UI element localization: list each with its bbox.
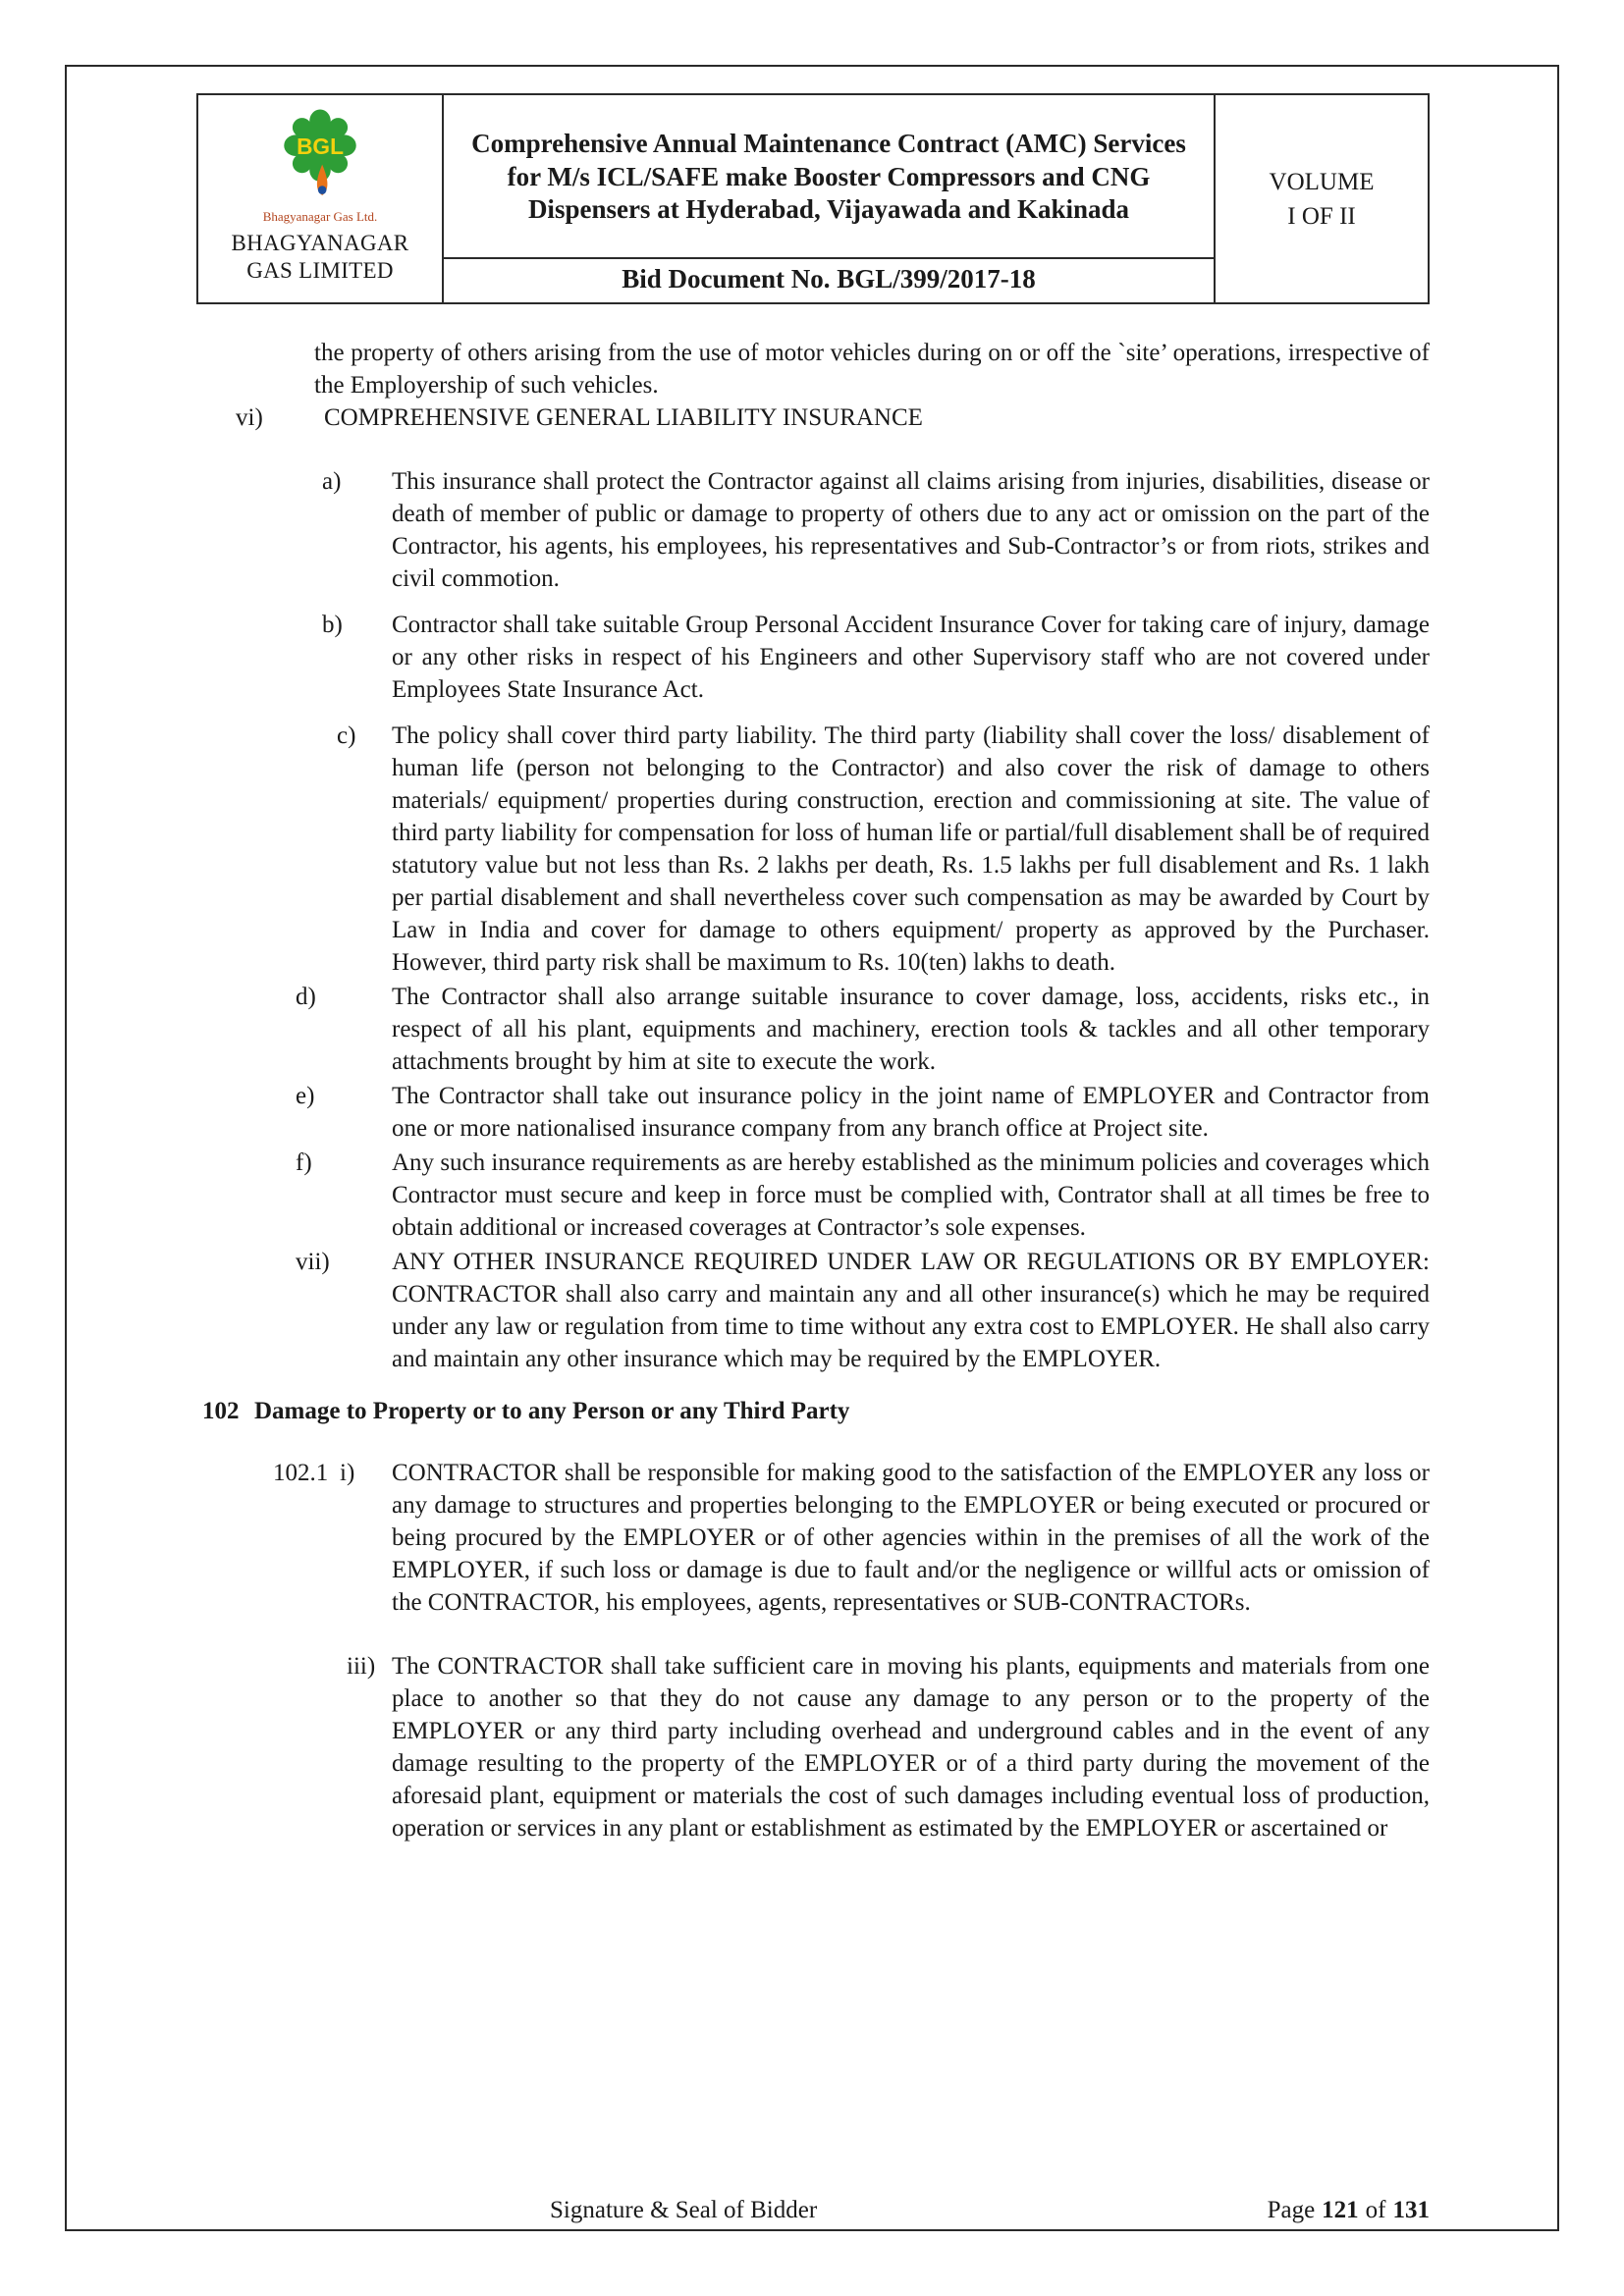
signature-label: Signature & Seal of Bidder bbox=[550, 2197, 818, 2223]
clause-c-text: The policy shall cover third party liability. The third party (liability shall cover the loss/ disablement of human life (person not belonging to the Contractor) and also cover the risk of damage to others materials/ equipment/ properties during construction, erection and commissioning at site. The value of third party liability for compensation for loss of human life or partial/full disablement shall be of required statutory value but not less than Rs. 2 lakhs per death, Rs. 1.5 lakhs per full disablement and Rs. 1 lakh per partial disablement and shall nevertheless cover such compensation as may be awarded by Court by Law in India and cover for damage to others equipment/ property as approved by the Purchaser. However, third party risk shall be maximum to Rs. 10(ten) lakhs to death. bbox=[392, 722, 1430, 976]
continuation-paragraph: the property of others arising from the use of motor vehicles during on or off the `site’ operations, irrespective of the Employership of such vehicles. bbox=[314, 340, 1430, 399]
page-of: of bbox=[1365, 2197, 1386, 2223]
clause-d-text: The Contractor shall also arrange suitable insurance to cover damage, loss, accidents, risks etc., in respect of all his plant, equipments and machinery, erection tools & tackles and all other temporary attachments brought by him at site to execute the work. bbox=[392, 984, 1430, 1075]
clause-vi-marker: vi) bbox=[236, 404, 263, 431]
title-cell bbox=[444, 95, 1214, 302]
clause-102-1-i bbox=[196, 1457, 1430, 1619]
clause-a bbox=[196, 465, 1430, 595]
volume-cell bbox=[1214, 95, 1428, 302]
clause-e bbox=[196, 1080, 1430, 1145]
clause-d-marker: d) bbox=[296, 984, 316, 1010]
bid-document-number: Bid Document No. BGL/399/2017-18 bbox=[444, 257, 1214, 302]
clause-iii bbox=[196, 1650, 1430, 1844]
section-number: 102 bbox=[202, 1398, 240, 1424]
org-name-line1: BHAGYANAGAR bbox=[231, 231, 409, 256]
logo-cell bbox=[198, 95, 444, 302]
clause-a-text: This insurance shall protect the Contractor against all claims arising from injuries, disabilities, disease or death of member of public or damage to property of others due to any act or omission on the part of the Contractor, his agents, his employees, his representatives and Sub-Contractor’s or from riots, strikes and civil commotion. bbox=[392, 468, 1430, 592]
clause-f-marker: f) bbox=[296, 1149, 312, 1176]
clause-vi-text: COMPREHENSIVE GENERAL LIABILITY INSURANCE bbox=[324, 404, 923, 431]
clause-b-marker: b) bbox=[322, 612, 343, 638]
clause-vii-marker: vii) bbox=[296, 1249, 330, 1275]
section-heading-text: Damage to Property or to any Person or any Third Party bbox=[254, 1398, 850, 1424]
clause-iii-marker: iii) bbox=[347, 1653, 376, 1680]
page-total: 131 bbox=[1392, 2197, 1430, 2223]
clause-vii-text: ANY OTHER INSURANCE REQUIRED UNDER LAW OR REGULATIONS OR BY EMPLOYER: CONTRACTOR shall also carry and maintain any and all other insurance(s) which he may be required under any law or regulation from time to time without any extra cost to EMPLOYER. He shall also carry and maintain any other insurance which may be required by the EMPLOYER. bbox=[392, 1249, 1430, 1372]
section-heading-102 bbox=[196, 1395, 1430, 1427]
document-title: Comprehensive Annual Maintenance Contract (AMC) Services for M/s ICL/SAFE make Booster Compressors and CNG Dispensers at Hyderabad, Vijayawada and Kakinada bbox=[471, 128, 1186, 225]
clause-e-text: The Contractor shall take out insurance policy in the joint name of EMPLOYER and Contractor from one or more nationalised insurance company from any branch office at Project site. bbox=[392, 1083, 1430, 1142]
page-current: 121 bbox=[1322, 2197, 1359, 2223]
document-header bbox=[196, 93, 1430, 304]
clause-vii bbox=[196, 1246, 1430, 1375]
volume-line2: I OF II bbox=[1287, 202, 1356, 230]
clause-102-1-number: 102.1 bbox=[273, 1460, 329, 1486]
clause-102-1-text: CONTRACTOR shall be responsible for making good to the satisfaction of the EMPLOYER any loss or any damage to structures and properties belonging to the EMPLOYER or being executed or procured or being procured by the EMPLOYER or of other agencies within in the premises of all the work of the EMPLOYER, if such loss or damage is due to fault and/or the negligence or willful acts or omission of the CONTRACTOR, his employees, agents, representatives or SUB-CONTRACTORs. bbox=[392, 1460, 1430, 1616]
logo-caption: Bhagyanagar Gas Ltd. bbox=[262, 209, 378, 224]
clause-a-marker: a) bbox=[322, 468, 342, 495]
clause-b bbox=[196, 609, 1430, 706]
clause-c-marker: c) bbox=[337, 722, 356, 749]
page-footer bbox=[196, 2197, 1430, 2229]
clause-f-text: Any such insurance requirements as are hereby established as the minimum policies and coverages which Contractor must secure and keep in force must be complied with, Contrator shall at all times be free to obtain additional or increased coverages at Contractor’s sole expenses. bbox=[392, 1149, 1430, 1241]
bgl-logo-icon bbox=[267, 103, 373, 209]
org-name-line2: GAS LIMITED bbox=[246, 258, 394, 284]
clause-f bbox=[196, 1147, 1430, 1244]
page-prefix: Page bbox=[1267, 2197, 1316, 2223]
logo-abbr-text: BGL bbox=[297, 133, 344, 159]
clause-d bbox=[196, 981, 1430, 1078]
org-name bbox=[232, 230, 409, 285]
volume-line1: VOLUME bbox=[1269, 168, 1375, 195]
document-body bbox=[196, 337, 1430, 1844]
clause-c bbox=[196, 720, 1430, 979]
clause-vi bbox=[196, 401, 1430, 434]
clause-iii-text: The CONTRACTOR shall take sufficient care in moving his plants, equipments and materials from one place to another so that they do not cause any damage to any person or to the property of the EMPLOYER or any third party including overhead and underground cables and in the event of any damage resulting to the property of the EMPLOYER or of a third party during the movement of the aforesaid plant, equipment or materials the cost of such damages including eventual loss of production, operation or services in any plant or establishment as estimated by the EMPLOYER or ascertained or bbox=[392, 1653, 1430, 1842]
clause-b-text: Contractor shall take suitable Group Personal Accident Insurance Cover for taking care of injury, damage or any other risks in respect of his Engineers and other Supervisory staff who are not covered under Employees State Insurance Act. bbox=[392, 612, 1430, 703]
clause-102-1-marker: i) bbox=[340, 1460, 355, 1486]
page-number bbox=[1268, 2197, 1430, 2224]
clause-e-marker: e) bbox=[296, 1083, 315, 1109]
